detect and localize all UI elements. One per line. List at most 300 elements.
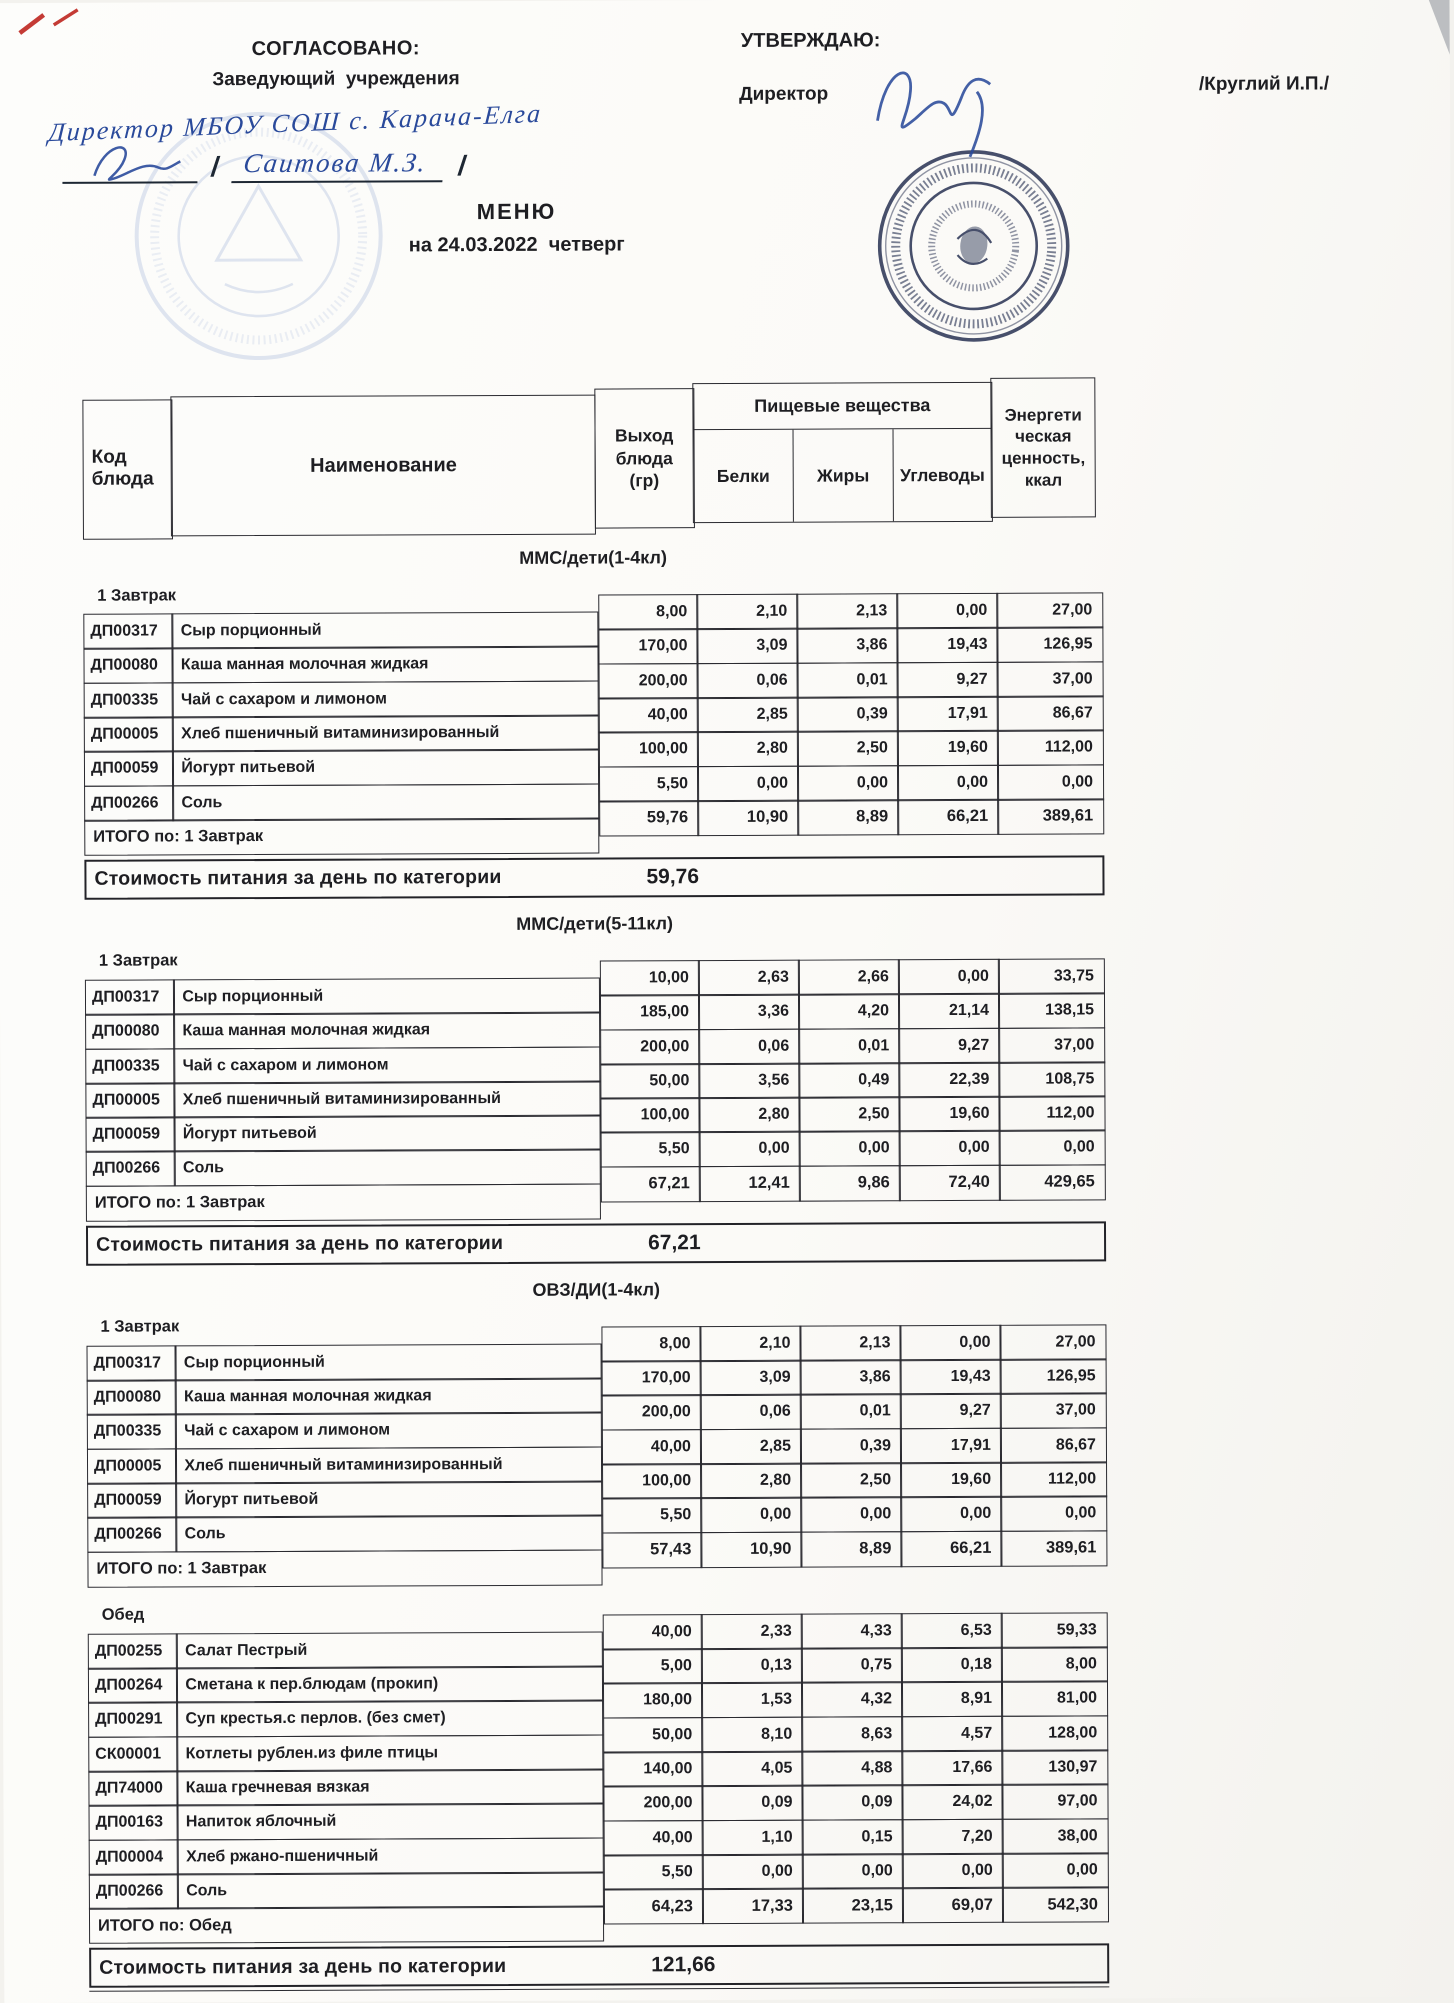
value-cell: 59,33 <box>1001 1612 1108 1648</box>
meal-label-row: Обед <box>101 1605 145 1624</box>
dish-name-cell: Хлеб пшеничный витаминизированный <box>174 1080 601 1118</box>
menu-row <box>88 1700 603 1738</box>
value-cell: 2,50 <box>797 730 899 766</box>
signature-line <box>62 147 480 184</box>
value-cell: 24,02 <box>902 1784 1004 1820</box>
value-cell: 2,10 <box>700 1325 802 1361</box>
dish-name-cell: Соль <box>176 1515 603 1553</box>
menu-title: МЕНЮ <box>476 198 557 225</box>
day-cost-row <box>86 1221 1106 1265</box>
value-cell: 0,06 <box>698 1028 800 1064</box>
dish-name-cell: Хлеб ржано-пшеничный <box>177 1837 604 1875</box>
value-cell: 0,00 <box>900 1325 1002 1361</box>
approve-subtitle: Директор <box>739 83 829 105</box>
value-cell: 4,32 <box>801 1681 903 1717</box>
document-header <box>0 0 1451 388</box>
total-value-cell: 57,43 <box>602 1532 702 1568</box>
total-value-cell: 17,33 <box>702 1888 804 1924</box>
value-cell: 0,00 <box>697 765 799 801</box>
value-cell: 5,50 <box>604 1854 704 1890</box>
numbers-row <box>601 1324 1106 1362</box>
value-cell: 138,15 <box>998 993 1105 1029</box>
group-total-row: ИТОГО по: 1 Завтрак <box>86 1183 601 1221</box>
value-cell: 2,80 <box>699 1097 801 1133</box>
value-cell: 17,91 <box>897 696 999 732</box>
menu-row <box>86 1149 601 1187</box>
value-cell: 2,50 <box>800 1462 902 1498</box>
value-cell: 4,33 <box>801 1613 903 1649</box>
total-value-cell: 10,90 <box>697 800 799 836</box>
value-cell: 0,00 <box>1002 1852 1109 1888</box>
value-cell: 2,50 <box>799 1096 901 1132</box>
value-cell: 3,09 <box>700 1360 802 1396</box>
dish-name-cell: Йогурт питьевой <box>174 1115 601 1153</box>
value-cell: 2,80 <box>700 1463 802 1499</box>
dish-name-cell: Чай с сахаром и лимоном <box>175 1412 602 1450</box>
value-cell: 200,00 <box>600 1029 700 1065</box>
value-cell: 19,43 <box>900 1359 1002 1395</box>
numbers-row <box>601 1130 1106 1168</box>
dish-code-cell: ДП00266 <box>87 1517 177 1553</box>
menu-row <box>88 1665 603 1703</box>
totals-numbers-row <box>601 1164 1106 1202</box>
menu-row <box>83 612 598 650</box>
menu-row <box>88 1631 603 1669</box>
dish-code-cell: ДП00005 <box>84 716 174 752</box>
numbers-row <box>603 1749 1108 1787</box>
left-columns-block <box>88 1595 605 1944</box>
dish-code-cell: ДП74000 <box>88 1770 178 1806</box>
value-cell: 4,05 <box>702 1751 804 1787</box>
value-cell: 37,00 <box>1000 1393 1107 1429</box>
value-cell: 126,95 <box>1000 1358 1107 1394</box>
value-cell: 33,75 <box>998 958 1105 994</box>
totals-numbers-row <box>602 1530 1107 1568</box>
dish-name-cell: Каша гречневая вязкая <box>177 1768 604 1806</box>
value-cell: 100,00 <box>599 731 699 767</box>
value-cell: 185,00 <box>600 994 700 1030</box>
total-value-cell: 10,90 <box>701 1531 803 1567</box>
value-cell: 0,00 <box>802 1853 904 1889</box>
dish-name-cell: Сыр порционный <box>173 977 600 1015</box>
menu-row <box>85 977 600 1015</box>
value-cell: 0,00 <box>999 1130 1106 1166</box>
value-cell: 5,50 <box>601 1132 701 1168</box>
value-cell: 0,00 <box>1000 1496 1107 1532</box>
totals-numbers-row <box>604 1886 1109 1924</box>
col-head-output: Выход блюда (гр) <box>594 388 695 528</box>
col-head-nutrients: Пищевые вещества <box>693 383 991 430</box>
value-cell: 140,00 <box>603 1751 703 1787</box>
totals-numbers-row <box>599 798 1104 836</box>
value-cell: 0,00 <box>902 1853 1004 1889</box>
value-cell: 19,60 <box>899 1096 1001 1132</box>
menu-row <box>84 714 599 752</box>
value-cell: 0,39 <box>797 696 899 732</box>
value-cell: 7,20 <box>902 1818 1004 1854</box>
numbers-row <box>600 1095 1105 1133</box>
numbers-row <box>600 1027 1105 1065</box>
dish-name-cell: Каша манная молочная жидкая <box>175 1378 602 1416</box>
menu-row <box>85 1080 600 1118</box>
value-cell: 3,56 <box>699 1062 801 1098</box>
value-cell: 0,00 <box>699 1131 801 1167</box>
value-cell: 86,67 <box>997 695 1104 731</box>
handwritten-position-line: Директор МБОУ СОШ с. Карача-Елга <box>47 98 544 148</box>
group-total-row: ИТОГО по: 1 Завтрак <box>87 1549 602 1587</box>
value-cell: 8,00 <box>1001 1646 1108 1682</box>
value-cell: 8,00 <box>601 1326 701 1362</box>
numbers-row <box>599 661 1104 699</box>
dish-code-cell: ДП00005 <box>85 1082 175 1118</box>
value-cell: 0,01 <box>800 1394 902 1430</box>
col-head-name: Наименование <box>171 395 597 537</box>
numbers-row <box>598 592 1103 630</box>
value-cell: 0,06 <box>700 1394 802 1430</box>
value-cell: 8,00 <box>598 594 698 630</box>
dish-name-cell: Напиток яблочный <box>177 1803 604 1841</box>
dish-name-cell: Котлеты рублен.из филе птицы <box>177 1734 604 1772</box>
value-cell: 0,00 <box>898 959 1000 995</box>
value-cell: 9,27 <box>898 1027 1000 1063</box>
value-cell: 2,80 <box>697 731 799 767</box>
dish-code-cell: ДП00335 <box>87 1414 177 1450</box>
value-cell: 0,00 <box>900 1496 1002 1532</box>
menu-row <box>87 1378 602 1416</box>
dish-code-cell: ДП00317 <box>85 979 175 1015</box>
value-cell: 2,33 <box>701 1613 803 1649</box>
dish-name-cell: Сыр порционный <box>172 612 599 650</box>
numbers-row <box>603 1715 1108 1753</box>
handwritten-signature-name: Саитова М.З. <box>231 147 446 183</box>
total-value-cell: 59,76 <box>599 800 699 836</box>
value-cell: 86,67 <box>1000 1427 1107 1463</box>
value-cell: 112,00 <box>999 1095 1106 1131</box>
col-head-carbs: Углеводы <box>892 429 992 521</box>
numbers-row <box>602 1393 1107 1431</box>
value-cell: 170,00 <box>598 628 698 664</box>
col-head-nutrients-group <box>692 382 993 523</box>
value-cell: 0,00 <box>997 764 1104 800</box>
total-value-cell: 12,41 <box>699 1165 801 1201</box>
value-cell: 8,63 <box>801 1716 903 1752</box>
menu-sections <box>0 544 1454 1988</box>
value-cell: 10,00 <box>600 960 700 996</box>
day-cost-value: 67,21 <box>648 1230 701 1255</box>
menu-row <box>88 1734 603 1772</box>
numbers-row <box>602 1427 1107 1465</box>
value-cell: 4,88 <box>802 1750 904 1786</box>
dish-code-cell: ДП00080 <box>85 1014 175 1050</box>
menu-row <box>87 1446 602 1484</box>
section-title: ММС/дети(1-4кл) <box>519 547 667 568</box>
numbers-row <box>602 1461 1107 1499</box>
approve-title: УТВЕРЖДАЮ: <box>740 29 881 52</box>
dish-name-cell: Соль <box>174 1149 601 1187</box>
value-cell: 108,75 <box>999 1061 1106 1097</box>
dish-code-cell: ДП00317 <box>87 1345 177 1381</box>
dish-code-cell: ДП00335 <box>84 682 174 718</box>
menu-row <box>84 680 599 718</box>
numbers-row <box>598 627 1103 665</box>
menu-row <box>83 646 598 684</box>
dish-code-cell: ДП00080 <box>83 648 173 684</box>
numbers-block <box>601 1324 1107 1568</box>
dish-code-cell: ДП00004 <box>89 1839 179 1875</box>
value-cell: 130,97 <box>1002 1749 1109 1785</box>
meal-label-row: 1 Завтрак <box>98 951 178 971</box>
meal-label-row: 1 Завтрак <box>100 1317 180 1336</box>
numbers-row <box>599 730 1104 768</box>
value-cell: 17,91 <box>900 1427 1002 1463</box>
dish-name-cell: Салат Пестрый <box>176 1631 603 1669</box>
value-cell: 100,00 <box>602 1463 702 1499</box>
total-value-cell: 389,61 <box>997 798 1104 834</box>
dish-code-cell: ДП00266 <box>89 1873 179 1909</box>
value-cell: 0,00 <box>797 765 899 801</box>
dish-code-cell: СК00001 <box>88 1736 178 1772</box>
group-total-row: ИТОГО по: Обед <box>89 1906 604 1944</box>
value-cell: 0,13 <box>701 1648 803 1684</box>
total-value-cell: 72,40 <box>899 1165 1001 1201</box>
slash-mark: / <box>209 151 222 183</box>
value-cell: 200,00 <box>603 1785 703 1821</box>
day-cost-label: Стоимость питания за день по категории <box>96 1232 504 1257</box>
dish-name-cell: Чай с сахаром и лимоном <box>174 1046 601 1084</box>
menu-row <box>85 1012 600 1050</box>
value-cell: 19,60 <box>900 1462 1002 1498</box>
col-head-dish-code: Код блюда <box>82 399 173 539</box>
value-cell: 170,00 <box>602 1360 702 1396</box>
dish-name-cell: Сыр порционный <box>175 1343 602 1381</box>
numbers-row <box>603 1784 1108 1822</box>
total-value-cell: 66,21 <box>897 799 999 835</box>
value-cell: 0,09 <box>702 1785 804 1821</box>
value-cell: 0,00 <box>700 1497 802 1533</box>
value-cell: 37,00 <box>998 1027 1105 1063</box>
menu-row <box>84 749 599 787</box>
value-cell: 0,15 <box>802 1819 904 1855</box>
value-cell: 22,39 <box>899 1062 1001 1098</box>
day-cost-label: Стоимость питания за день по категории <box>94 866 502 891</box>
value-cell: 0,01 <box>798 1028 900 1064</box>
dish-name-cell: Хлеб пшеничный витаминизированный <box>172 714 599 752</box>
value-cell: 0,01 <box>797 662 899 698</box>
numbers-row <box>603 1681 1108 1719</box>
value-cell: 0,18 <box>901 1647 1003 1683</box>
menu-row <box>89 1871 604 1909</box>
menu-row <box>89 1837 604 1875</box>
dish-name-cell: Каша манная молочная жидкая <box>172 646 599 684</box>
menu-row <box>88 1768 603 1806</box>
numbers-row <box>599 695 1104 733</box>
value-cell: 17,66 <box>902 1750 1004 1786</box>
director-signature-icon <box>84 135 194 187</box>
value-cell: 21,14 <box>898 993 1000 1029</box>
value-cell: 3,09 <box>697 628 799 664</box>
slash-mark: / <box>456 150 469 182</box>
value-cell: 0,00 <box>897 764 999 800</box>
value-cell: 128,00 <box>1001 1715 1108 1751</box>
dish-code-cell: ДП00291 <box>88 1702 178 1738</box>
menu-row <box>85 1046 600 1084</box>
value-cell: 19,60 <box>897 730 999 766</box>
value-cell: 9,27 <box>897 661 999 697</box>
dish-name-cell: Йогурт питьевой <box>175 1481 602 1519</box>
value-cell: 2,13 <box>797 593 899 629</box>
value-cell: 0,09 <box>802 1784 904 1820</box>
dish-name-cell: Соль <box>177 1871 604 1909</box>
value-cell: 2,66 <box>798 959 900 995</box>
day-cost-label: Стоимость питания за день по категории <box>99 1954 507 1979</box>
value-cell: 3,86 <box>800 1359 902 1395</box>
dish-name-cell: Хлеб пшеничный витаминизированный <box>175 1446 602 1484</box>
value-cell: 0,49 <box>799 1062 901 1098</box>
dish-name-cell: Соль <box>172 783 599 821</box>
menu-date: на 24.03.2022 четверг <box>408 233 625 257</box>
numbers-row <box>600 993 1105 1031</box>
numbers-row <box>602 1496 1107 1534</box>
dish-code-cell: ДП00005 <box>87 1448 177 1484</box>
value-cell: 37,00 <box>997 661 1104 697</box>
meal-group <box>83 573 1104 855</box>
dish-code-cell: ДП00335 <box>85 1048 175 1084</box>
value-cell: 126,95 <box>997 627 1104 663</box>
total-value-cell: 542,30 <box>1002 1886 1109 1922</box>
day-cost-value: 121,66 <box>651 1953 716 1977</box>
value-cell: 2,85 <box>700 1428 802 1464</box>
value-cell: 81,00 <box>1001 1681 1108 1717</box>
value-cell: 97,00 <box>1002 1784 1109 1820</box>
numbers-block <box>600 958 1106 1202</box>
day-cost-row <box>89 1943 1109 1987</box>
dish-code-cell: ДП00255 <box>88 1633 178 1669</box>
value-cell: 2,10 <box>697 594 799 630</box>
total-value-cell: 23,15 <box>802 1887 904 1923</box>
left-columns-block <box>86 1307 602 1587</box>
value-cell: 40,00 <box>604 1820 704 1856</box>
total-value-cell: 8,89 <box>801 1531 903 1567</box>
col-head-fat: Жиры <box>793 429 893 521</box>
value-cell: 5,50 <box>602 1497 702 1533</box>
agreed-title: СОГЛАСОВАНО: <box>251 37 421 61</box>
total-value-cell: 9,86 <box>799 1165 901 1201</box>
value-cell: 1,53 <box>701 1682 803 1718</box>
total-value-cell: 64,23 <box>604 1888 704 1924</box>
numbers-block <box>598 592 1104 836</box>
dish-code-cell: ДП00059 <box>86 1117 176 1153</box>
value-cell: 200,00 <box>602 1394 702 1430</box>
meal-group <box>85 939 1106 1221</box>
total-value-cell: 66,21 <box>901 1530 1003 1566</box>
value-cell: 40,00 <box>599 697 699 733</box>
value-cell: 50,00 <box>600 1063 700 1099</box>
numbers-row <box>600 958 1105 996</box>
numbers-row <box>599 764 1104 802</box>
value-cell: 4,57 <box>901 1715 1003 1751</box>
approver-name: /Круглий И.П./ <box>1198 73 1330 95</box>
numbers-block <box>603 1612 1109 1925</box>
left-columns-block <box>85 941 601 1221</box>
value-cell: 4,20 <box>798 993 900 1029</box>
dish-code-cell: ДП00059 <box>84 751 174 787</box>
section-title: ОВЗ/ДИ(1-4кл) <box>532 1279 661 1300</box>
dish-name-cell: Йогурт питьевой <box>172 749 599 787</box>
menu-row <box>87 1515 602 1553</box>
dish-code-cell: ДП00080 <box>87 1379 177 1415</box>
dish-name-cell: Каша манная молочная жидкая <box>173 1012 600 1050</box>
total-value-cell: 8,89 <box>797 799 899 835</box>
page-bottom-cut-line <box>89 1986 1109 1994</box>
value-cell: 38,00 <box>1002 1818 1109 1854</box>
menu-row <box>87 1343 602 1381</box>
numbers-row <box>604 1852 1109 1890</box>
menu-row <box>84 783 599 821</box>
numbers-row <box>603 1646 1108 1684</box>
total-value-cell: 69,07 <box>902 1887 1004 1923</box>
value-cell: 27,00 <box>997 592 1104 628</box>
dish-code-cell: ДП00264 <box>88 1667 178 1703</box>
value-cell: 8,10 <box>701 1716 803 1752</box>
value-cell: 2,63 <box>698 960 800 996</box>
value-cell: 0,75 <box>801 1647 903 1683</box>
total-value-cell: 67,21 <box>601 1166 701 1202</box>
dish-name-cell: Чай с сахаром и лимоном <box>172 680 599 718</box>
value-cell: 0,39 <box>800 1428 902 1464</box>
col-head-protein: Белки <box>716 465 770 486</box>
signature-underline <box>62 153 197 184</box>
value-cell: 40,00 <box>603 1614 703 1650</box>
menu-row <box>87 1412 602 1450</box>
value-cell: 0,00 <box>800 1497 902 1533</box>
dish-code-cell: ДП00163 <box>89 1805 179 1841</box>
value-cell: 0,00 <box>799 1131 901 1167</box>
group-total-row: ИТОГО по: 1 Завтрак <box>84 817 599 855</box>
dish-code-cell: ДП00317 <box>83 613 173 649</box>
value-cell: 112,00 <box>1000 1461 1107 1497</box>
table-header-row <box>82 379 1103 533</box>
dish-name-cell: Сметана к пер.блюдам (прокип) <box>176 1665 603 1703</box>
value-cell: 0,06 <box>697 662 799 698</box>
day-cost-row <box>84 855 1104 899</box>
value-cell: 1,10 <box>702 1819 804 1855</box>
value-cell: 2,13 <box>800 1325 902 1361</box>
menu-row <box>86 1115 601 1153</box>
agreed-subtitle: Заведующий учреждения <box>212 68 460 91</box>
value-cell: 0,00 <box>897 593 999 629</box>
value-cell: 27,00 <box>1000 1324 1107 1360</box>
dish-code-cell: ДП00266 <box>86 1151 176 1187</box>
value-cell: 50,00 <box>603 1717 703 1753</box>
col-head-energy: Энергети ческая ценность, ккал <box>991 377 1097 517</box>
value-cell: 40,00 <box>602 1429 702 1465</box>
value-cell: 200,00 <box>599 663 699 699</box>
value-cell: 5,50 <box>599 766 699 802</box>
value-cell: 3,86 <box>797 628 899 664</box>
dish-code-cell: ДП00266 <box>84 785 174 821</box>
left-columns-block <box>83 576 599 856</box>
value-cell: 0,00 <box>899 1130 1001 1166</box>
value-cell: 9,27 <box>900 1393 1002 1429</box>
menu-row <box>87 1481 602 1519</box>
numbers-row <box>602 1358 1107 1396</box>
value-cell: 3,36 <box>698 994 800 1030</box>
dish-name-cell: Суп крестья.с перлов. (без смет) <box>176 1700 603 1738</box>
numbers-row <box>600 1061 1105 1099</box>
value-cell: 8,91 <box>901 1681 1003 1717</box>
value-cell: 180,00 <box>603 1682 703 1718</box>
value-cell: 0,00 <box>702 1853 804 1889</box>
